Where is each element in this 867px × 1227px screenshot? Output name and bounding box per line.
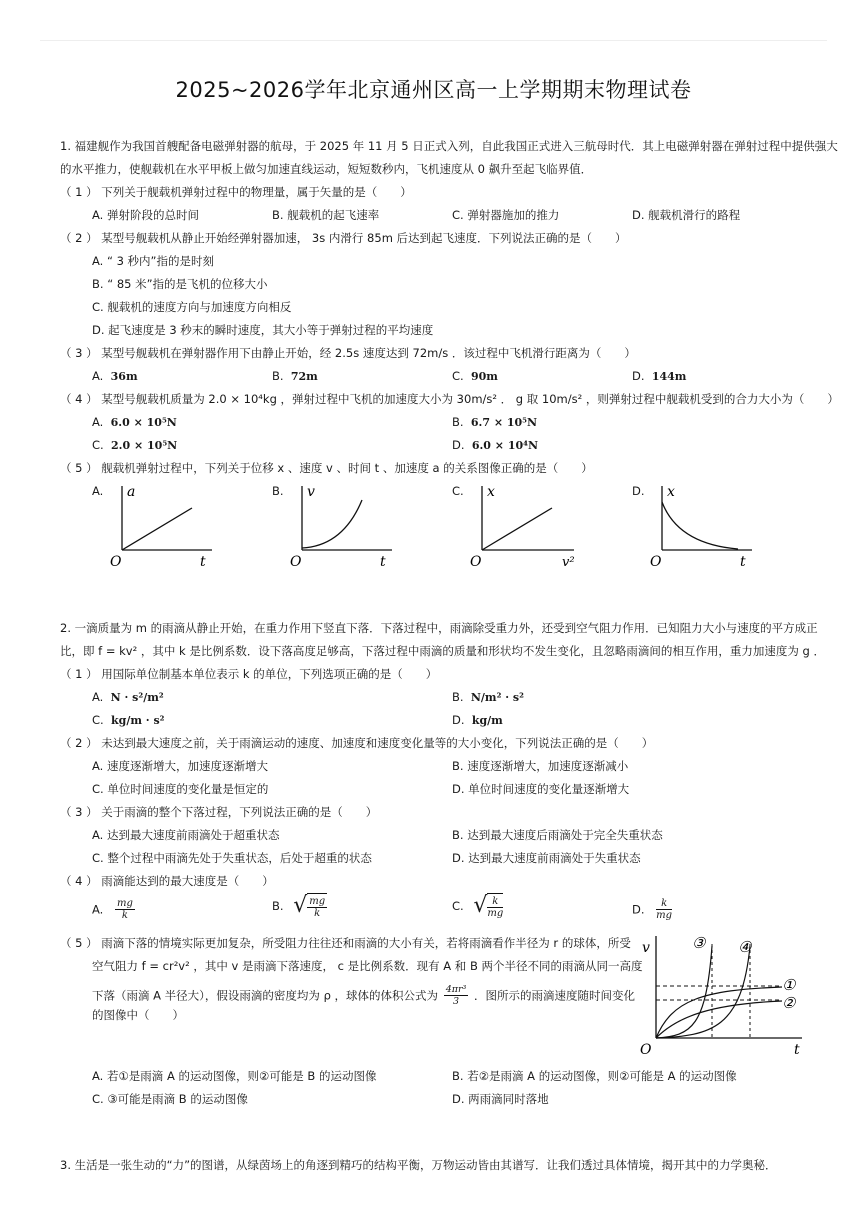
q2-5-option-a[interactable]: A. 若①是雨滴 A 的运动图像，则②可能是 B 的运动图像 xyxy=(92,1069,377,1083)
q1-5-question: （ 5 ） 舰载机弹射过程中，下列关于位移 x 、速度 v 、时间 t 、加速度 a 的关系图像正确的是（ ） xyxy=(60,461,593,475)
q2-4-option-d[interactable] xyxy=(632,898,672,921)
curve-4-label: ④ xyxy=(738,938,752,956)
q1-3-option-a[interactable] xyxy=(92,368,138,385)
sqrt-icon: √ xyxy=(293,893,308,918)
option-value: 2.0 × 10⁵N xyxy=(111,439,178,452)
q1-4-option-d[interactable] xyxy=(452,437,538,454)
q2-1-question: （ 1 ） 用国际单位制基本单位表示 k 的单位，下列选项正确的是（ ） xyxy=(60,667,438,681)
q2-1-option-d[interactable] xyxy=(452,712,503,729)
axis-y-label: v xyxy=(307,484,315,500)
option-value: 6.7 × 10⁵N xyxy=(470,416,538,429)
q1-4-question: （ 4 ） 某型号舰载机质量为 2.0 × 10⁴kg ，弹射过程中飞机的加速度大小为 30m/s² ． g 取 10m/s² ，则弹射过程中舰载机受到的合力大小为（ ） xyxy=(60,392,839,406)
fraction xyxy=(487,893,503,919)
q2-3-option-c[interactable]: C. 整个过程中雨滴先处于失重状态，后处于超重的状态 xyxy=(92,851,372,865)
fraction-denominator: mg xyxy=(487,908,504,919)
volume-fraction xyxy=(444,984,469,1007)
q2-1-option-c[interactable] xyxy=(92,712,164,729)
q2-stem-line2: 比，即 f = kv² ，其中 k 是比例系数．设下落高度足够高，下落过程中雨滴的质量和形状均不发生变化，且忽略雨滴间的相互作用，重力加速度为 g ． xyxy=(60,644,825,658)
option-value: 6.0 × 10⁵N xyxy=(110,416,177,429)
fraction-denominator: k xyxy=(314,908,321,919)
option-value: 144m xyxy=(651,370,687,383)
option-label: C. xyxy=(92,713,104,727)
option-value: 36m xyxy=(110,370,138,383)
q1-3-option-b[interactable] xyxy=(272,368,318,385)
option-value: 6.0 × 10⁴N xyxy=(471,439,539,452)
q2-stem-line1: 2. 一滴质量为 m 的雨滴从静止开始，在重力作用下竖直下落．下落过程中，雨滴除受重力外，还受到空气阻力作用．已知阻力大小与速度的平方成正 xyxy=(60,621,818,635)
q1-5-graph-d[interactable] xyxy=(648,482,758,575)
q1-5-option-b-label[interactable]: B. xyxy=(272,484,284,498)
q1-2-option-b[interactable]: B. “ 85 米”指的是飞机的位移大小 xyxy=(92,277,268,291)
fraction xyxy=(115,898,135,921)
axis-y-label: v xyxy=(642,940,650,956)
q2-5-line3-a: 下落（雨滴 A 半径大），假设雨滴的密度均为 ρ ，球体的体积公式为 xyxy=(92,988,439,1003)
q2-3-question: （ 3 ） 关于雨滴的整个下落过程，下列说法正确的是（ ） xyxy=(60,805,378,819)
option-label: A. xyxy=(92,690,104,704)
fraction-numerator: k xyxy=(487,896,503,908)
option-label: D. xyxy=(452,713,465,727)
fraction-numerator: mg xyxy=(309,896,326,907)
q2-5-line1: （ 5 ） 雨滴下落的情境实际更加复杂，所受阻力往往还和雨滴的大小有关，若将雨滴看作半径为 r 的球体，所受 xyxy=(60,936,631,950)
axis-y-label: x xyxy=(667,484,675,500)
q1-5-graph-b[interactable] xyxy=(288,482,398,575)
q1-2-option-c[interactable]: C. 舰载机的速度方向与加速度方向相反 xyxy=(92,300,292,314)
axis-x-label: t xyxy=(380,554,386,570)
page-title: 2025~2026学年北京通州区高一上学期期末物理试卷 xyxy=(175,78,692,102)
q1-1-option-d[interactable]: D. 舰载机滑行的路程 xyxy=(632,208,741,222)
q2-2-option-b[interactable]: B. 速度逐渐增大，加速度逐渐减小 xyxy=(452,759,629,773)
axis-x-label: v² xyxy=(562,555,575,570)
q1-2-option-d[interactable]: D. 起飞速度是 3 秒末的瞬时速度，其大小等于弹射过程的平均速度 xyxy=(92,323,434,337)
q1-stem-line1: 1. 福建舰作为我国首艘配备电磁弹射器的航母，于 2025 年 11 月 5 日正式入列，自此我国正式进入三航母时代．其上电磁弹射器在弹射过程中提供强大 xyxy=(60,139,838,153)
q2-5-option-d[interactable]: D. 两雨滴同时落地 xyxy=(452,1092,549,1106)
q2-5-line3-b: ．图所示的雨滴速度随时间变化 xyxy=(474,988,635,1003)
option-value: N/m² · s² xyxy=(470,691,524,704)
option-label: A. xyxy=(92,415,104,429)
q1-5-option-c-label[interactable]: C. xyxy=(452,484,464,498)
q1-1-question: （ 1 ） 下列关于舰载机弹射过程中的物理量，属于矢量的是（ ） xyxy=(60,185,412,199)
option-label: D. xyxy=(632,902,645,917)
q2-5-line4: 的图像中（ ） xyxy=(92,1008,184,1022)
q1-4-option-c[interactable] xyxy=(92,437,177,454)
q2-3-option-d[interactable]: D. 达到最大速度前雨滴处于失重状态 xyxy=(452,851,641,865)
fraction xyxy=(656,898,672,921)
axis-x-label: t xyxy=(794,1042,800,1058)
origin-label: O xyxy=(110,554,122,570)
option-label: D. xyxy=(632,369,645,383)
axis-x-label: t xyxy=(200,554,206,570)
fraction-numerator: 4πr³ xyxy=(445,984,467,995)
q2-2-option-a[interactable]: A. 速度逐渐增大，加速度逐渐增大 xyxy=(92,759,268,773)
q2-5-option-c[interactable]: C. ③可能是雨滴 B 的运动图像 xyxy=(92,1092,248,1106)
fraction-numerator: k xyxy=(656,898,672,910)
q1-2-question: （ 2 ） 某型号舰载机从静止开始经弹射器加速， 3s 内滑行 85m 后达到起飞速度．下列说法正确的是（ ） xyxy=(60,231,627,245)
option-label: B. xyxy=(272,369,284,383)
option-label: A. xyxy=(92,902,104,917)
curve-1-label: ① xyxy=(782,976,796,994)
origin-label: O xyxy=(650,554,662,570)
q1-1-option-b[interactable]: B. 舰载机的起飞速率 xyxy=(272,208,380,222)
fraction-numerator: mg xyxy=(116,898,133,909)
q1-3-question: （ 3 ） 某型号舰载机在弹射器作用下由静止开始，经 2.5s 速度达到 72m/s ．该过程中飞机滑行距离为（ ） xyxy=(60,346,636,360)
q2-3-option-a[interactable]: A. 达到最大速度前雨滴处于超重状态 xyxy=(92,828,280,842)
q2-4-option-c[interactable] xyxy=(452,893,503,919)
q1-4-option-b[interactable] xyxy=(452,414,537,431)
q2-2-option-d[interactable]: D. 单位时间速度的变化量逐渐增大 xyxy=(452,782,630,796)
axis-y-label: x xyxy=(487,484,495,500)
q2-5-option-b[interactable]: B. 若②是雨滴 A 的运动图像，则②可能是 A 的运动图像 xyxy=(452,1069,737,1083)
option-value: kg/m xyxy=(471,714,503,727)
q1-4-option-a[interactable] xyxy=(92,414,177,431)
axis-y-label: a xyxy=(127,484,136,500)
q2-4-option-a[interactable] xyxy=(92,898,135,921)
fraction-denominator: k xyxy=(121,910,128,921)
q1-3-option-d[interactable] xyxy=(632,368,686,385)
option-label: B. xyxy=(452,415,464,429)
q1-3-option-c[interactable] xyxy=(452,368,498,385)
fraction-denominator: mg xyxy=(656,910,673,921)
origin-label: O xyxy=(470,554,482,570)
origin-label: O xyxy=(290,554,302,570)
fraction-denominator: 3 xyxy=(453,996,460,1007)
option-label: C. xyxy=(92,438,104,452)
q1-5-option-d-label[interactable]: D. xyxy=(632,484,645,498)
q2-5-line3 xyxy=(92,984,635,1007)
q2-5-velocity-graph xyxy=(632,930,812,1063)
option-value: kg/m · s² xyxy=(111,714,165,727)
option-label: C. xyxy=(452,369,464,383)
q2-1-option-b[interactable] xyxy=(452,689,524,706)
q1-5-graph-c[interactable] xyxy=(468,482,583,575)
curve-2-label: ② xyxy=(782,994,796,1012)
q1-1-option-c[interactable]: C. 弹射器施加的推力 xyxy=(452,208,560,222)
q1-2-option-a[interactable]: A. “ 3 秒内”指的是时刻 xyxy=(92,254,215,268)
q2-2-option-c[interactable]: C. 单位时间速度的变化量是恒定的 xyxy=(92,782,269,796)
option-label: D. xyxy=(452,438,465,452)
q2-2-question: （ 2 ） 未达到最大速度之前，关于雨滴运动的速度、加速度和速度变化量等的大小变化，下列说法正确的是（ ） xyxy=(60,736,654,750)
q2-1-option-a[interactable] xyxy=(92,689,164,706)
q2-4-option-b[interactable] xyxy=(272,893,327,919)
option-label: C. xyxy=(452,899,464,913)
q2-5-line2: 空气阻力 f = cr²v² ，其中 v 是雨滴下落速度， c 是比例系数．现有 A 和 B 两个半径不同的雨滴从同一高度 xyxy=(92,959,643,973)
q1-5-graph-a[interactable] xyxy=(108,482,218,575)
sqrt-icon: √ xyxy=(473,893,488,918)
curve-3-label: ③ xyxy=(692,934,706,952)
option-label: B. xyxy=(272,899,284,913)
option-value: 72m xyxy=(290,370,318,383)
top-divider xyxy=(40,40,827,41)
q2-3-option-b[interactable]: B. 达到最大速度后雨滴处于完全失重状态 xyxy=(452,828,663,842)
fraction xyxy=(307,893,327,919)
q2-4-question: （ 4 ） 雨滴能达到的最大速度是（ ） xyxy=(60,874,274,888)
option-label: A. xyxy=(92,369,104,383)
option-value: 90m xyxy=(471,370,498,383)
option-value: N · s²/m² xyxy=(110,691,164,704)
q1-1-option-a[interactable]: A. 弹射阶段的总时间 xyxy=(92,208,199,222)
axis-x-label: t xyxy=(740,554,746,570)
q1-stem-line2: 的水平推力，使舰载机在水平甲板上做匀加速直线运动，短短数秒内，飞机速度从 0 飙升至起飞临界值． xyxy=(60,162,593,176)
q3-stem: 3. 生活是一张生动的“力”的图谱，从绿茵场上的角逐到精巧的结构平衡，万物运动皆由其谱写．让我们透过具体情境，揭开其中的力学奥秘． xyxy=(60,1158,777,1172)
option-label: B. xyxy=(452,690,464,704)
q1-5-option-a-label[interactable]: A. xyxy=(92,484,104,498)
origin-label: O xyxy=(640,1042,652,1058)
